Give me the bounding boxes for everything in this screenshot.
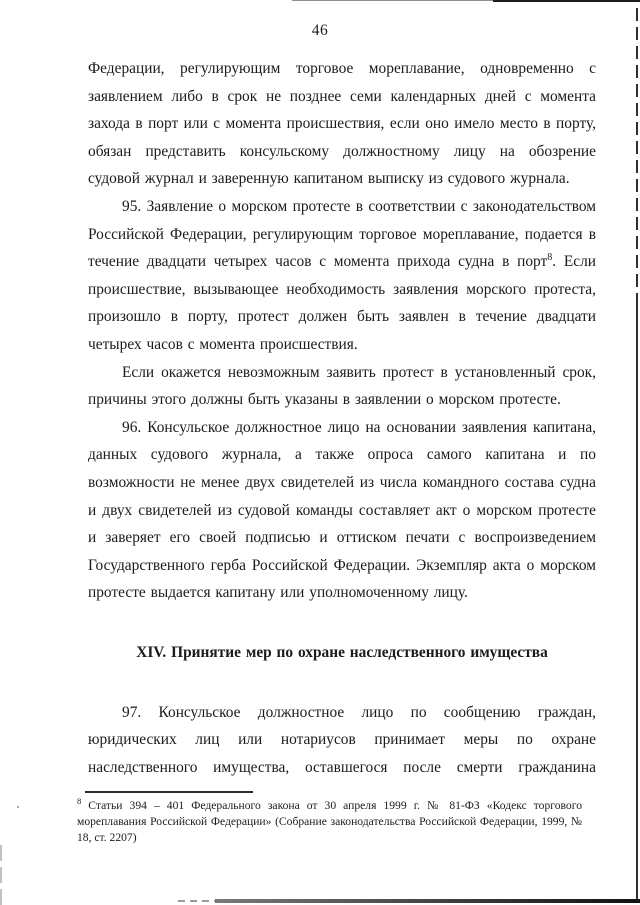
footnote-reference-8: 8 <box>547 252 553 264</box>
paragraph-95-text: 95. Заявление о морском протесте в соответствии с законодательством Российской Федерации, регулирующим торговое мореплавание, подается в течение двадцати четырех часов с момента прихода судна в порт <box>88 197 596 271</box>
scan-artifact-stray-dot <box>17 806 19 808</box>
footnote-marker: 8 <box>77 796 82 807</box>
scan-artifact-right-edge-dashed <box>636 8 638 300</box>
paragraph-95 <box>88 193 596 359</box>
scan-artifact-top-gray-line <box>292 0 493 1</box>
scan-artifact-left-edge-mark <box>0 845 2 905</box>
paragraph-97: 97. Консульское должностное лицо по сообщению граждан, юридических лиц или нотариусов принимает меры по охране наследственного имущества, оставшегося после смерти гражданина <box>88 703 596 777</box>
footnote-block <box>77 791 582 845</box>
footnote-text: Статьи 394 – 401 Федерального закона от 30 апреля 1999 г. № 81-ФЗ «Кодекс торгового мореплавания Российской Федерации» (Собрание законодательства Российской Федерации, 1999, № 18, ст. 2207) <box>77 799 582 844</box>
paragraph-continuation: Федерации, регулирующим торговое мореплавание, одновременно с заявлением либо в срок не позднее семи календарных дней с момента захода в порт или с момента происшествия, если оно имело место в порту, обязан представить консульскому должностному лицу на обозрение судовой журнал и заверенную капитаном выписку из судового журнала. <box>88 60 596 188</box>
section-heading-xiv: XIV. Принятие мер по охране наследственного имущества <box>136 643 548 661</box>
page-number: 46 <box>311 22 329 39</box>
scan-artifact-bottom-band <box>215 899 640 903</box>
paragraph-protest-deadline: Если окажется невозможным заявить протест в установленный срок, причины этого должны быть указаны в заявлении о морском протесте. <box>88 363 596 409</box>
paragraph-96: 96. Консульское должностное лицо на основании заявления капитана, данных судового журнала, а также опроса самого капитана и по возможности не менее двух свидетелей из числа командного состава судна и двух свидетелей из судовой команды составляет акт о морском протесте и заверяет его своей подписью и оттиском печати с воспроизведением Государственного герба Российской Федерации. Экземпляр акта о морском протесте выдается капитану или уполномоченному лицу. <box>88 418 596 602</box>
scan-artifact-bottom-dashes <box>178 900 215 902</box>
footnote-text-line <box>77 798 582 845</box>
paragraph-95-text-after-ref: . Если происшествие, вызывающее необходимость заявления морского протеста, произошло в порту, протест должен быть заявлен в течение двадцати четырех часов с момента происшествия. <box>88 253 596 353</box>
scan-artifact-right-edge-line <box>636 300 638 901</box>
document-body <box>88 55 596 782</box>
scan-artifact-top-black-line <box>493 0 640 2</box>
footnote-separator <box>85 791 253 793</box>
